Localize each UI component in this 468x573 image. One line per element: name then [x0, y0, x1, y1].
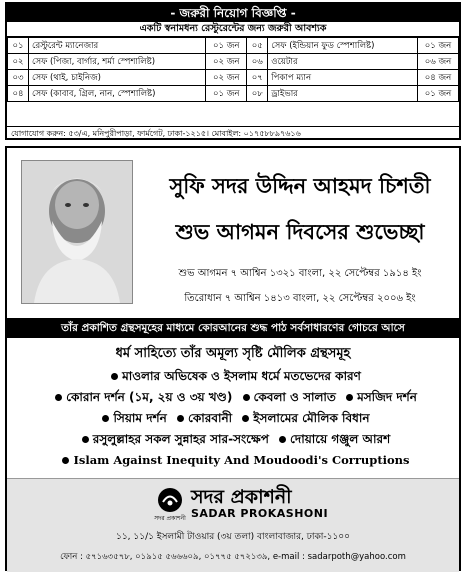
publisher-footer	[7, 478, 459, 572]
book-title: কোরান দর্শন (১ম, ২য় ও ৩য় খণ্ড)	[66, 390, 233, 404]
publisher-address: ১১, ১১/১ ইসলামী টাওয়ার (৩য় তলা) বাংলাবাজার, ঢাকা-১১০০	[115, 532, 351, 542]
job-count: ০২ জন	[206, 70, 247, 86]
job-ad-subheader: একটি স্বনামধন্য রেস্টুরেন্টের জন্য জরুরী আবশ্যক	[7, 22, 459, 37]
job-role: সেফ (থাই, চাইনিজ)	[29, 70, 206, 86]
book-line	[7, 368, 459, 388]
bullet-icon	[243, 394, 250, 401]
departure-date: তিরোধান ৭ আশ্বিন ১৪১৩ বাংলা, ২২ সেপ্টেম্বর ২০০৬ ইং	[184, 293, 416, 304]
job-count: ০১ জন	[418, 86, 459, 102]
row-number: ০৬	[247, 54, 268, 70]
job-role: ড্রাইভার	[268, 86, 418, 102]
logo-caption: সদর প্রকাশনী	[154, 515, 186, 522]
job-ad-header: - জরুরী নিয়োগ বিজ্ঞপ্তি -	[7, 4, 459, 22]
portrait-illustration	[22, 161, 132, 303]
book-title: কেবলা ও সালাত	[253, 390, 336, 404]
book-title: ইসলামের মৌলিক বিধান	[253, 411, 370, 425]
job-role: সেফ (ইন্ডিয়ান ফুড স্পেশালিষ্ট)	[268, 38, 418, 54]
greeting-title: শুভ আগমন দিবসের শুভেচ্ছা	[175, 219, 425, 244]
publisher-contact: ফোন : ৫৭১৬৩৫৭৮, ০১৯১৫ ৫৬৬৬০৯, ০১৭৭৫ ৫৭২১৩৯, e-mail : sadarpoth@yahoo.com	[60, 552, 406, 562]
bullet-icon	[55, 394, 62, 401]
honoree-name: সুফি সদর উদ্দিন আহমদ চিশতী	[169, 173, 431, 198]
memorial-advertisement	[5, 146, 461, 571]
row-number: ০৪	[8, 86, 29, 102]
table-row	[8, 54, 459, 70]
bullet-icon	[62, 457, 69, 464]
job-advertisement	[5, 2, 461, 140]
publication-banner: তাঁর প্রকাশিত গ্রন্থসমূহের মাধ্যমে কোরআনের শুদ্ধ পাঠ সর্বসাধারণের গোচরে আসে	[7, 318, 459, 338]
row-number: ০২	[8, 54, 29, 70]
publisher-logo-icon	[157, 487, 183, 513]
job-count: ০১ জন	[206, 86, 247, 102]
row-number: ০৭	[247, 70, 268, 86]
book-title: রসুলুল্লাহর সকল সুন্নাহর সার-সংক্ষেপ	[92, 432, 269, 446]
book-line	[7, 389, 459, 409]
publisher-name-english: SADAR PROKASHONI	[191, 507, 329, 520]
job-role: রেস্টুরেন্ট ম্যানেজার	[29, 38, 206, 54]
book-title: Islam Against Inequity And Moudoodi's Corruptions	[73, 453, 410, 467]
bullet-icon	[279, 436, 286, 443]
bullet-icon	[111, 373, 118, 380]
job-role: ওয়েটার	[268, 54, 418, 70]
book-title: সিয়াম দর্শন	[113, 411, 167, 425]
book-line	[7, 410, 459, 430]
job-role: সেফ (কাবাব, গ্রিল, নান, স্পেশালিষ্ট)	[29, 86, 206, 102]
job-vacancy-table	[7, 37, 459, 102]
books-heading: ধর্ম সাহিত্যে তাঁর অমূল্য সৃষ্টি মৌলিক গ্রন্থসমূহ	[115, 346, 351, 361]
book-line	[7, 453, 459, 467]
job-count: ০১ জন	[418, 38, 459, 54]
publisher-name-bengali: সদর প্রকাশনী	[191, 486, 292, 508]
row-number: ০৮	[247, 86, 268, 102]
row-number: ০৩	[8, 70, 29, 86]
job-contact-line: যোগাযোগ করুন: ৫৩/এ, মনিপুরীপাড়া, ফার্মগেট, ঢাকা-১২১৫। মোবাইল: ০১৭৫৮৮৯৭৬১৬	[7, 126, 459, 139]
table-row	[8, 70, 459, 86]
bullet-icon	[242, 415, 249, 422]
row-number: ০৫	[247, 38, 268, 54]
job-count: ০৬ জন	[418, 54, 459, 70]
book-title: মাওলার অভিষেক ও ইসলাম ধর্মে মতভেদের কারণ	[122, 369, 361, 383]
bullet-icon	[177, 415, 184, 422]
job-count: ০১ জন	[206, 38, 247, 54]
job-count: ০৪ জন	[418, 70, 459, 86]
book-title: কোরবানী	[187, 411, 233, 425]
row-number: ০১	[8, 38, 29, 54]
book-title: দোয়ায়ে গঞ্জুল আরশ	[290, 432, 391, 446]
table-row	[8, 86, 459, 102]
book-line	[7, 431, 459, 451]
bullet-icon	[102, 415, 109, 422]
book-title: মসজিদ দর্শন	[357, 390, 417, 404]
bullet-icon	[82, 436, 89, 443]
table-row	[8, 38, 459, 54]
job-role: পিকাপ ম্যান	[268, 70, 418, 86]
portrait-photo	[21, 160, 133, 304]
job-count: ০২ জন	[206, 54, 247, 70]
job-role: সেফ (পিজা, বার্গার, শর্মা স্পেশালিষ্ট)	[29, 54, 206, 70]
arrival-date: শুভ আগমন ৭ আশ্বিন ১৩২১ বাংলা, ২২ সেপ্টেম্বর ১৯১৪ ইং	[178, 268, 422, 279]
bullet-icon	[346, 394, 353, 401]
